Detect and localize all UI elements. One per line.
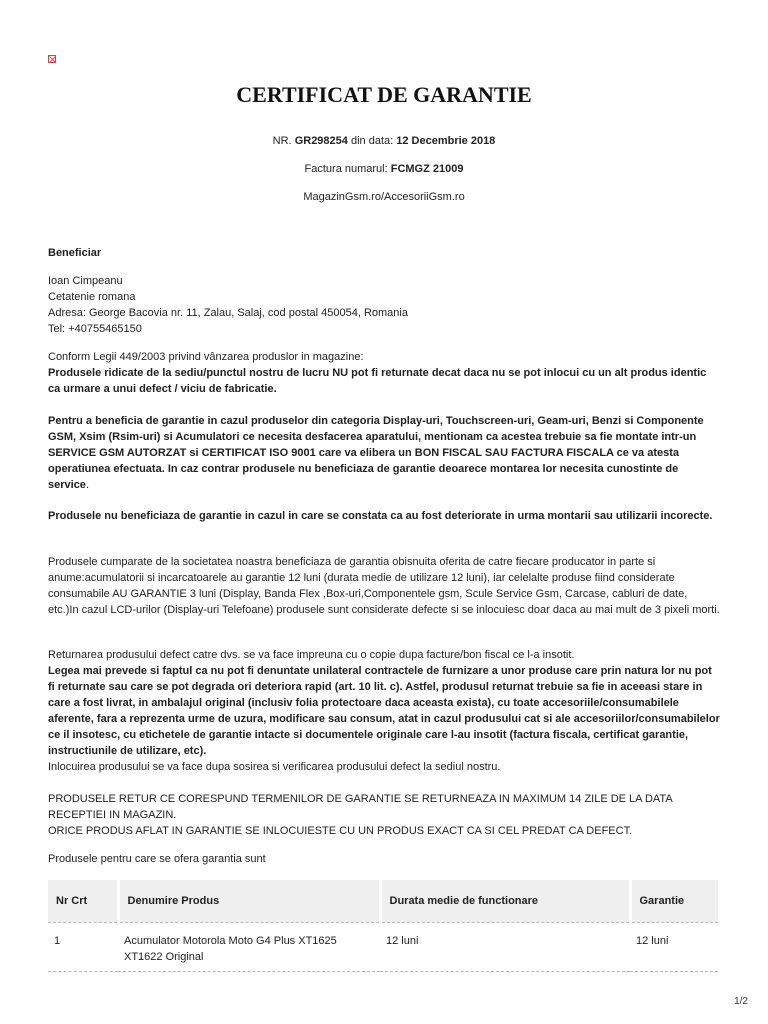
law-intro-block	[48, 349, 720, 397]
column-header-duration: Durata medie de functionare	[380, 880, 630, 923]
table-row	[48, 923, 718, 972]
column-header-warranty: Garantie	[630, 880, 718, 923]
beneficiary-name: Ioan Cimpeanu	[48, 275, 123, 287]
warranty-periods-block	[48, 554, 720, 618]
beneficiary-heading	[48, 245, 720, 261]
beneficiary-phone: Tel: +40755465150	[48, 323, 142, 335]
cell-nr: 1	[48, 923, 118, 972]
law-provision-bold: Legea mai prevede si faptul ca nu pot fi denuntate unilateral contractele de furnizare a unor produse care prin natura lor nu pot fi returnate sau care se pot degrada ori deteriora rapid (art. 10 lit. c). Astfel, produsul returnat trebuie sa fie in aceeasi stare in care a fost livrat, in ambalajul original (inclusiv folia protectoare daca aceasta exista), cu toate accesoriile/consumabilele aferente, fara a reprezenta urme de uzura, modificare sau consum, atat in cazul produsului cat si ale accesoriilor/consumabilelor ce il insotesc, cu etichetele de garantie intacte si documentele originale care l-au insotit (factura fiscala, certificat garantie, instructiunile de utilizare, etc).	[48, 665, 720, 757]
cell-product: Acumulator Motorola Moto G4 Plus XT1625 XT1622 Original	[118, 923, 380, 972]
return-block	[48, 647, 720, 775]
caps-replace-note: ORICE PRODUS AFLAT IN GARANTIE SE INLOCUIESTE CU UN PRODUS EXACT CA SI CEL PREDAT CA DEFECT.	[48, 825, 633, 837]
broken-image-icon	[48, 55, 56, 63]
invoice-label: Factura numarul:	[304, 163, 388, 175]
caps-block	[48, 791, 720, 839]
cell-duration: 12 luni	[380, 923, 630, 972]
caps-return-note: PRODUSELE RETUR CE CORESPUND TERMENILOR DE GARANTIE SE RETURNEAZA IN MAXIMUM 14 ZILE DE LA DATA RECEPTIEI IN MAGAZIN.	[48, 793, 673, 821]
return-process: Returnarea produsului defect catre dvs. se va face impreuna cu o copie dupa facture/bon fiscal ce l-a insotit.	[48, 649, 575, 661]
table-header-row	[48, 880, 718, 923]
column-header-product: Denumire Produs	[118, 880, 380, 923]
products-table	[48, 880, 718, 972]
page-number: 1/2	[734, 996, 748, 1007]
certificate-number-line	[0, 135, 768, 147]
replacement-note: Inlocuirea produsului se va face dupa sosirea si verificarea produsului defect la sediul nostru.	[48, 761, 501, 773]
nr-value: GR298254	[294, 135, 348, 147]
law-intro: Conform Legii 449/2003 privind vânzarea produslor in magazine:	[48, 351, 364, 363]
damage-exclusion: Produsele nu beneficiaza de garantie in cazul in care se constata ca au fost deteriorate in urma montarii sau utilizarii incorecte.	[48, 510, 713, 522]
display-warranty-bold: Pentru a beneficia de garantie in cazul produselor din categoria Display-uri, Touchscreen-uri, Geam-uri, Benzi si Componente GSM, Xsim (Rsim-uri) si Acumulatori ce necesita desfacerea aparatului, mentionam ca acestea trebuie sa fie montate intr-un SERVICE GSM AUTORZAT si CERTIFICAT ISO 9001 care va elibera un BON FISCAL SAU FACTURA FISCALA ce va atesta operatiunea efectuata. In caz contrar produsele nu beneficiaza de garantie deoarece montarea lor necesita cunostinte de service	[48, 415, 704, 491]
display-warranty-end: .	[85, 479, 89, 491]
products-intro: Produsele pentru care se ofera garantia sunt	[48, 853, 266, 865]
products-intro-block	[48, 851, 720, 867]
beneficiary-heading-text: Beneficiar	[48, 247, 102, 259]
invoice-line	[0, 163, 768, 175]
beneficiary-citizenship: Cetatenie romana	[48, 291, 136, 303]
date-value: 12 Decembrie 2018	[396, 135, 496, 147]
column-header-nr: Nr Crt	[48, 880, 118, 923]
return-policy-bold: Produsele ridicate de la sediu/punctul nostru de lucru NU pot fi returnate decat daca nu se pot inlocui cu un alt produs identic ca urmare a unui defect / viciu de fabricatie.	[48, 367, 707, 395]
beneficiary-address: Adresa: George Bacovia nr. 11, Zalau, Salaj, cod postal 450054, Romania	[48, 307, 408, 319]
store-name: MagazinGsm.ro/AccesoriiGsm.ro	[303, 191, 465, 203]
beneficiary-details	[48, 273, 720, 337]
cell-warranty: 12 luni	[630, 923, 718, 972]
invoice-value: FCMGZ 21009	[390, 163, 464, 175]
display-warranty-block	[48, 413, 720, 493]
warranty-periods: Produsele cumparate de la societatea noastra beneficiaza de garantia obisnuita oferita de catre fiecare producator in parte si anume:acumulatorii si incarcatoarele au garantie 12 luni (durata medie de utilizare 12 luni), iar celelalte produse fiind considerate consumabile AU GARANTIE 3 luni (Display, Banda Flex ,Box-uri,Componentele gsm, Scule Service Gsm, Carcase, cabluri de date, etc.)In cazul LCD-urilor (Display-uri Telefoane) produsele sunt considerate defecte si se inlocuiesc doar daca au mai mult de 3 pixeli morti.	[48, 556, 720, 616]
damage-block	[48, 508, 720, 524]
document-title: CERTIFICAT DE GARANTIE	[236, 82, 532, 107]
nr-label: NR.	[272, 135, 292, 147]
date-label: din data:	[350, 135, 394, 147]
